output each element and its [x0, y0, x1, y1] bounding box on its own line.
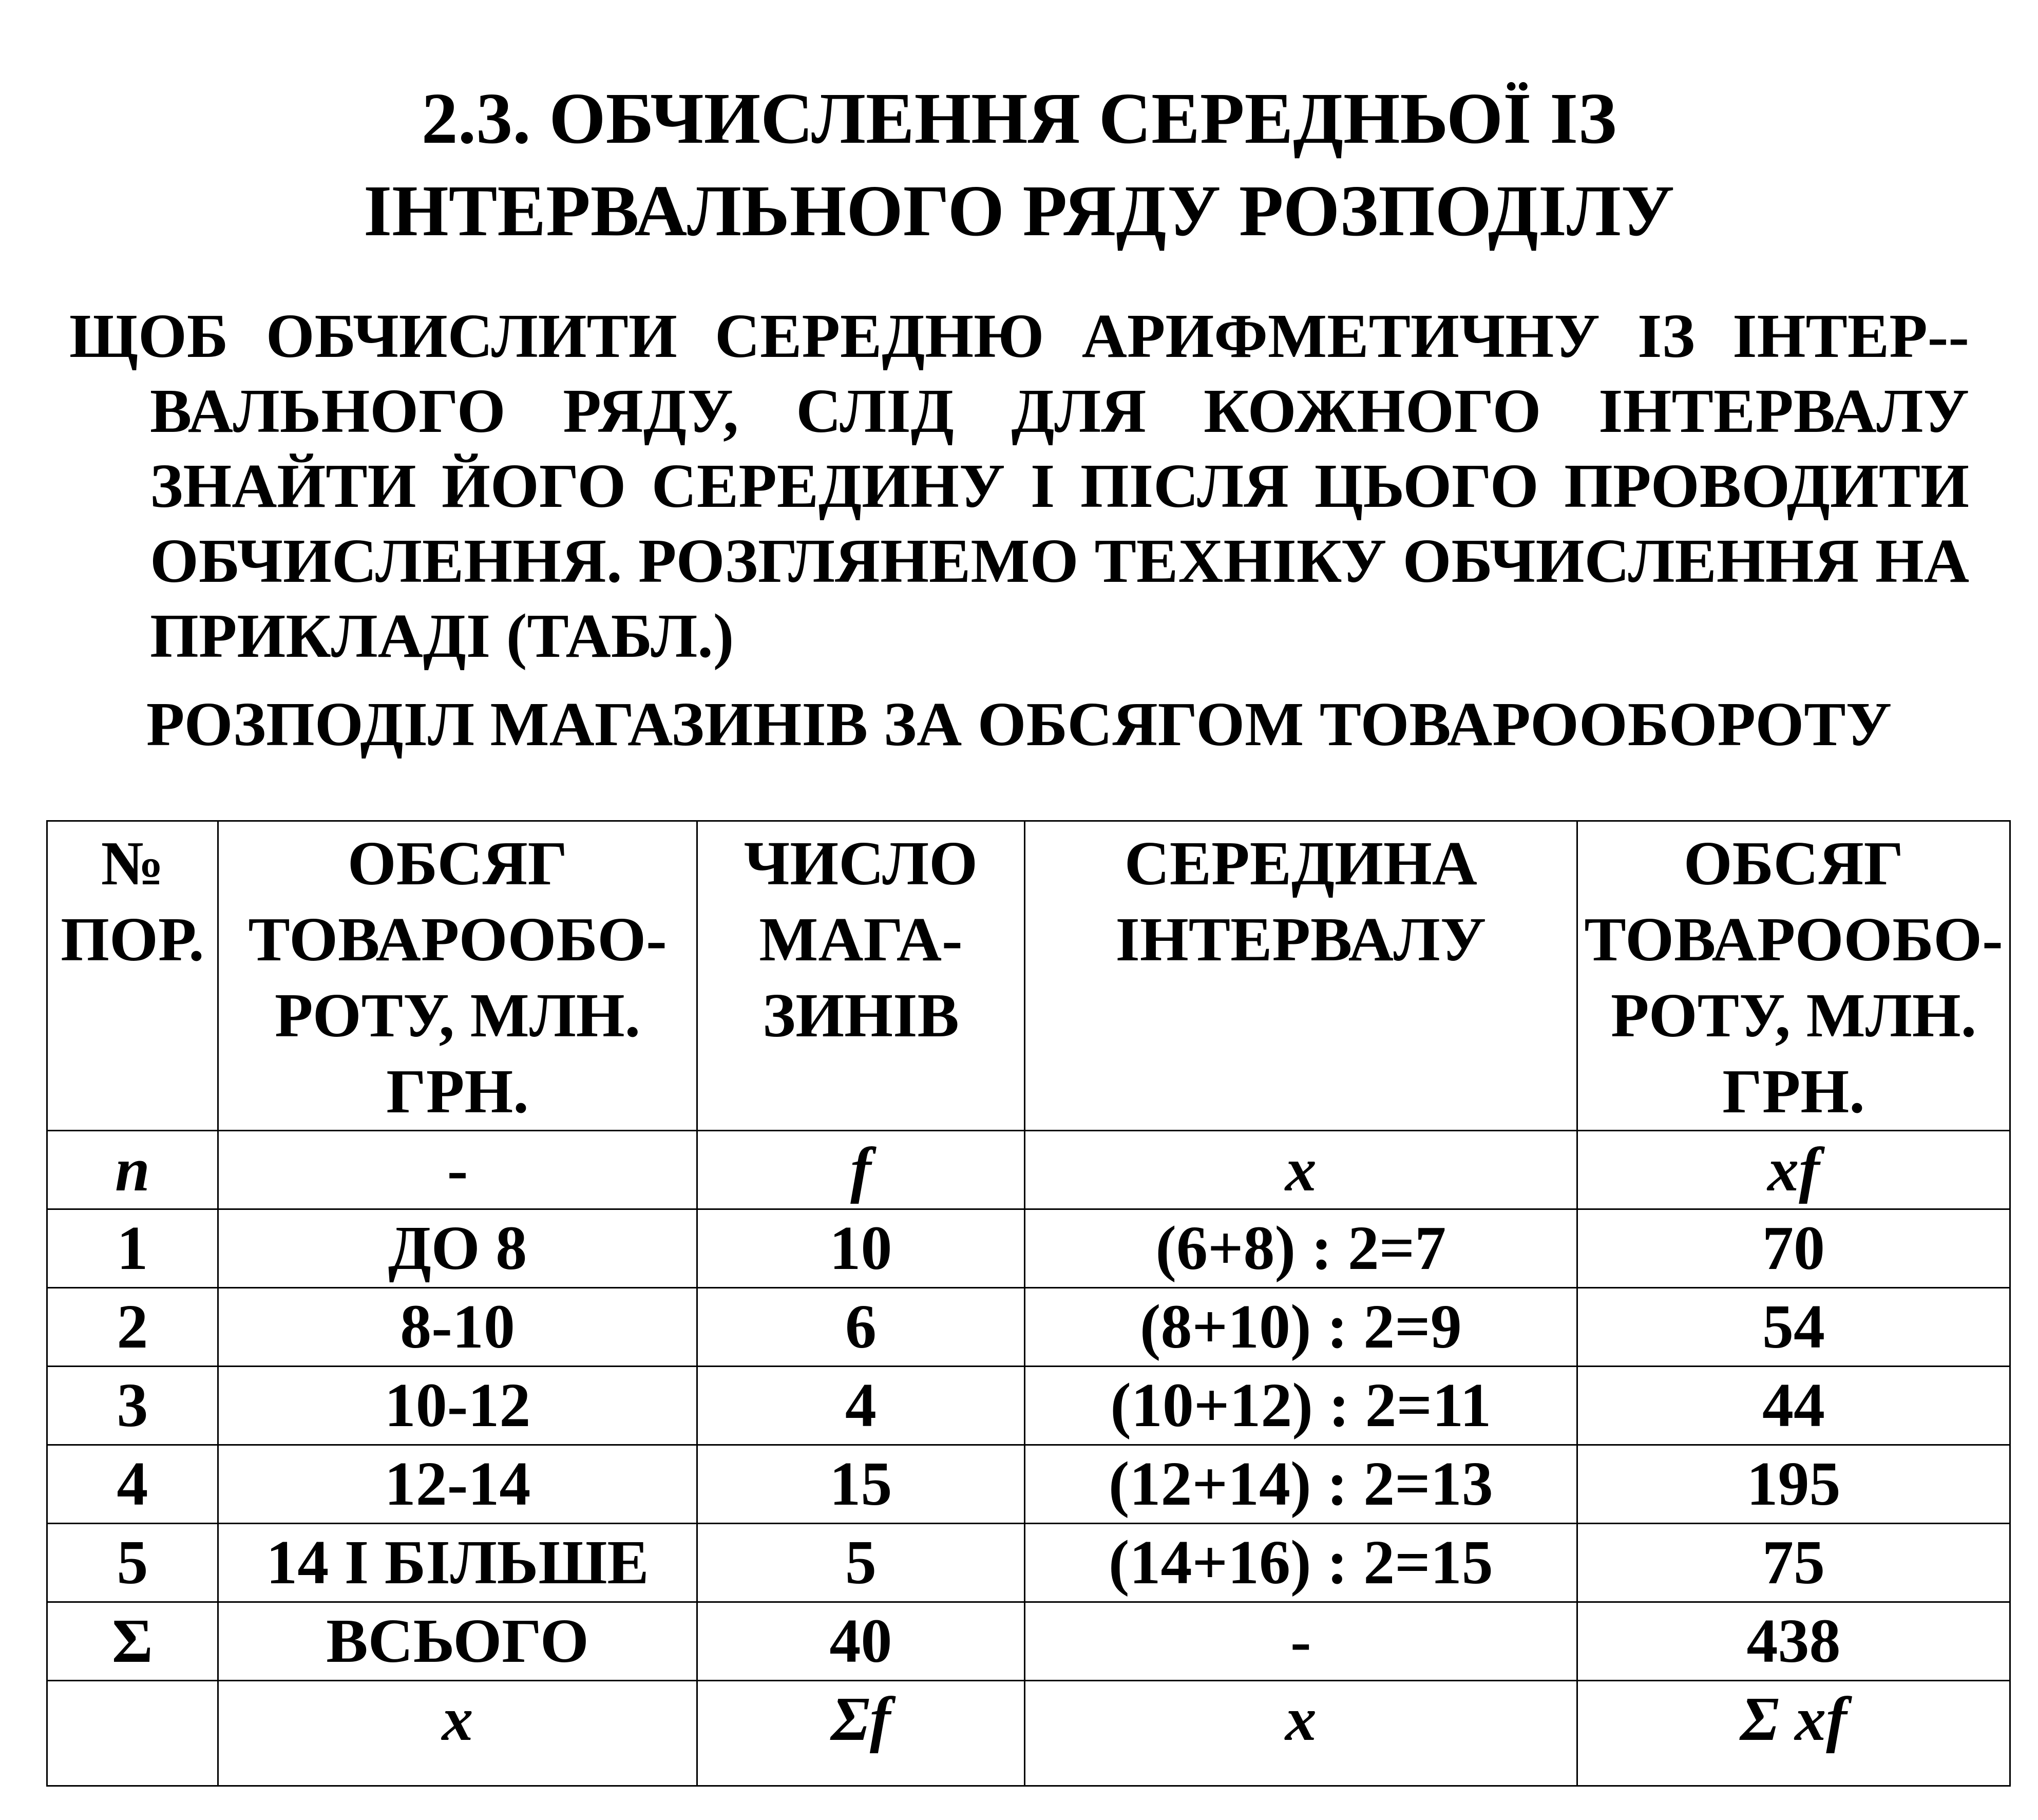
table-cell: 14 І БІЛЬШЕ: [218, 1524, 697, 1602]
table-cell: 4: [697, 1367, 1024, 1445]
symbol-row: [47, 1131, 2010, 1209]
intro-first-line: ЩОБ ОБЧИСЛИТИ СЕРЕДНЮ АРИФМЕТИЧНУ ІЗ ІНТЕР--: [69, 301, 1969, 371]
page-title: [0, 72, 2038, 257]
intro-rest: ВАЛЬНОГО РЯДУ, СЛІД ДЛЯ КОЖНОГО ІНТЕРВАЛУ ЗНАЙТИ ЙОГО СЕРЕДИНУ І ПІСЛЯ ЦЬОГО ПРОВОДИТИ ОБЧИСЛЕННЯ. РОЗГЛЯНЕМО ТЕХНІКУ ОБЧИСЛЕННЯ НА ПРИКЛАДІ (ТАБЛ.): [150, 376, 1969, 671]
table-cell: x: [1024, 1681, 1577, 1786]
header-text: ТОВАРООБО-: [1584, 905, 2003, 974]
table-cell: 75: [1577, 1524, 2010, 1602]
table-cell: Σ: [47, 1602, 218, 1681]
table-header-row: [47, 821, 2010, 1131]
header-text: ЧИСЛО: [744, 829, 978, 898]
table-cell: 5: [697, 1524, 1024, 1602]
table-cell: 10-12: [218, 1367, 697, 1445]
table-cell: (14+16) : 2=15: [1024, 1524, 1577, 1602]
table-row: [47, 1209, 2010, 1288]
title-line-1: 2.3. ОБЧИСЛЕННЯ СЕРЕДНЬОЇ ІЗ: [421, 78, 1617, 159]
table-cell: 2: [47, 1288, 218, 1367]
table-cell: 4: [47, 1445, 218, 1524]
header-text: РОТУ, МЛН.: [1610, 981, 1977, 1050]
header-cell-total-turnover: [1577, 821, 2010, 1131]
table-cell: 438: [1577, 1602, 2010, 1681]
table-cell: 1: [47, 1209, 218, 1288]
symbol-footer-row: [47, 1681, 2010, 1786]
header-text: №: [101, 829, 164, 898]
table-cell: n: [47, 1131, 218, 1209]
table-row: [47, 1367, 2010, 1445]
table-cell: xf: [1577, 1131, 2010, 1209]
table-cell: 40: [697, 1602, 1024, 1681]
header-text: СЕРЕДИНА: [1124, 829, 1477, 898]
table-cell: 54: [1577, 1288, 2010, 1367]
table-cell: -: [1024, 1602, 1577, 1681]
table-title: РОЗПОДІЛ МАГАЗИНІВ ЗА ОБСЯГОМ ТОВАРООБОРОТУ: [146, 690, 1892, 759]
table-row: [47, 1445, 2010, 1524]
table-cell: 3: [47, 1367, 218, 1445]
table-cell: 8-10: [218, 1288, 697, 1367]
table-cell: [47, 1681, 218, 1786]
table-cell: 6: [697, 1288, 1024, 1367]
table-cell: ВСЬОГО: [218, 1602, 697, 1681]
header-text: РОТУ, МЛН.: [274, 981, 641, 1050]
table-cell: -: [218, 1131, 697, 1209]
intro-paragraph: [69, 299, 1969, 674]
header-cell-number: [47, 821, 218, 1131]
header-text: ПОР.: [61, 905, 204, 974]
table-cell: (10+12) : 2=11: [1024, 1367, 1577, 1445]
header-text: ГРН.: [1722, 1057, 1865, 1126]
header-text: ОБСЯГ: [1683, 829, 1904, 898]
header-text: ГРН.: [386, 1057, 529, 1126]
table-cell: x: [218, 1681, 697, 1786]
table-row: [47, 1524, 2010, 1602]
table-cell: 195: [1577, 1445, 2010, 1524]
title-line-2: ІНТЕРВАЛЬНОГО РЯДУ РОЗПОДІЛУ: [363, 170, 1675, 251]
table-cell: f: [697, 1131, 1024, 1209]
header-text: МАГА-: [759, 905, 963, 974]
header-text: ОБСЯГ: [347, 829, 568, 898]
table-cell: (8+10) : 2=9: [1024, 1288, 1577, 1367]
table-cell: 10: [697, 1209, 1024, 1288]
distribution-table: [46, 820, 2011, 1787]
header-cell-store-count: [697, 821, 1024, 1131]
table-cell: x: [1024, 1131, 1577, 1209]
header-text: ТОВАРООБО-: [248, 905, 667, 974]
table-cell: 12-14: [218, 1445, 697, 1524]
table-cell: ДО 8: [218, 1209, 697, 1288]
table-cell: 15: [697, 1445, 1024, 1524]
table-cell: (6+8) : 2=7: [1024, 1209, 1577, 1288]
table-cell: Σf: [697, 1681, 1024, 1786]
header-text: ІНТЕРВАЛУ: [1115, 905, 1487, 974]
header-cell-turnover: [218, 821, 697, 1131]
table-cell: 5: [47, 1524, 218, 1602]
header-cell-midpoint: [1024, 821, 1577, 1131]
table-row: [47, 1288, 2010, 1367]
table-cell: 44: [1577, 1367, 2010, 1445]
table-cell: (12+14) : 2=13: [1024, 1445, 1577, 1524]
table-cell: Σ xf: [1577, 1681, 2010, 1786]
header-text: ЗИНІВ: [762, 981, 959, 1050]
table-cell: 70: [1577, 1209, 2010, 1288]
total-row: [47, 1602, 2010, 1681]
